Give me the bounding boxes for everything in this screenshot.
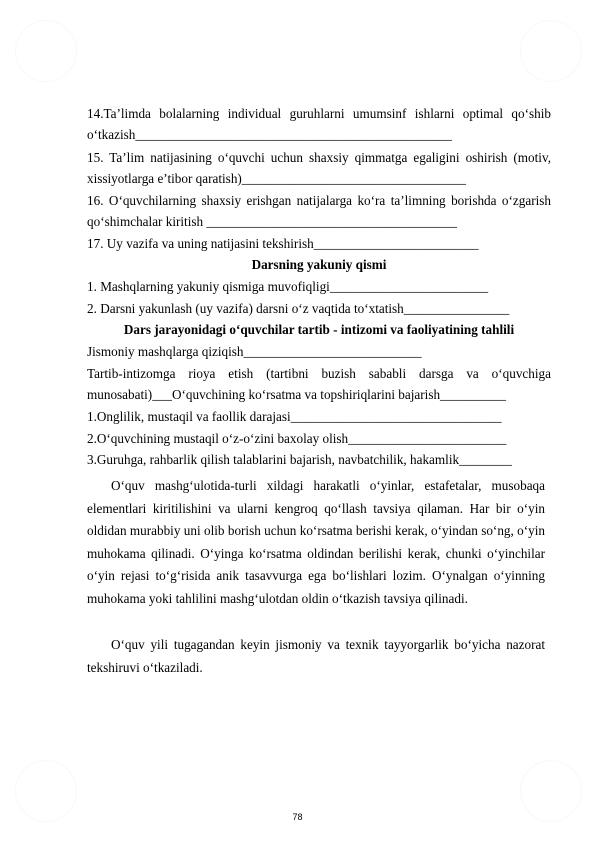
recommendation-paragraph: O‘quv mashg‘ulotida-turli xildagi harakatli o‘yinlar, estafetalar, musobaqa elementlari kiritilishini va ularni kengroq qo‘llash tavsiya qilaman. Har bir o‘yin oldidan murabbiy uni olib borish uchun ko‘rsatma berishi kerak, o‘yindan so‘ng, o‘yin muhokama qilinadi. O‘yinga ko‘rsatma oldindan berilishi kerak, chunki o‘yinchilar o‘yin rejasi to‘g‘risida anik tasavvurga ega bo‘lishlari lozim. O‘ynalgan o‘yinning muhokama yoki tahlilini mashg‘ulotdan oldin o‘tkazish tavsiya qilinadi. — [87, 478, 545, 606]
section-heading-final-part: Darsning yakuniy qismi — [251, 257, 387, 272]
background-decoration — [520, 20, 582, 82]
discipline-item-2: 2.O‘quvchining mustaqil o‘z-o‘zini baxolay olish________________________ — [87, 431, 507, 446]
discipline-line-interest: Jismoniy mashqlarga qiziqish___________________________ — [87, 344, 422, 359]
discipline-item-3: 3.Guruhga, rahbarlik qilish talablarini bajarish, navbatchilik, hakamlik________ — [87, 452, 512, 467]
section-heading-discipline: Dars jarayonidagi o‘quvchilar tartib - intizomi va faoliyatining tahlili — [123, 322, 515, 337]
final-part-item-1: 1. Mashqlarning yakuniy qismiga muvofiqligi________________________ — [87, 279, 489, 294]
discipline-item-1: 1.Onglilik, mustaqil va faollik darajasi________________________________ — [87, 409, 502, 424]
discipline-line-order: Tartib-intizomga rioya etish (tartibni buzish sababli darsga va o‘quvchiga munosabati)___O‘quvchining ko‘rsatma va topshiriqlarini bajarish__________ — [87, 366, 551, 402]
final-part-item-2: 2. Darsni yakunlash (uy vazifa) darsni o‘z vaqtida to‘xtatish________________ — [87, 301, 510, 316]
background-decoration — [15, 20, 77, 82]
closing-paragraph: O‘quv yili tugagandan keyin jismoniy va texnik tayyorgarlik bo‘yicha nazorat tekshiruvi o‘tkaziladi. — [87, 637, 545, 675]
list-item-17: 17. Uy vazifa va uning natijasini tekshirish_________________________ — [87, 236, 479, 251]
page-number: 78 — [292, 812, 303, 822]
list-item-14: 14.Ta’limda bolalarning individual guruhlarni umumsinf ishlarni optimal qo‘shib o‘tkazish________________________________________________ — [87, 106, 551, 142]
list-item-15: 15. Ta’lim natijasining o‘quvchi uchun shaxsiy qimmatga egaligini oshirish (motiv, xissiyotlarga e’tibor qaratish)__________________________________ — [87, 150, 551, 186]
list-item-16: 16. O‘quvchilarning shaxsiy erishgan natijalarga ko‘ra ta’limning borishda o‘zgarish qo‘shimchalar kiritish ______________________________________ — [87, 193, 551, 229]
